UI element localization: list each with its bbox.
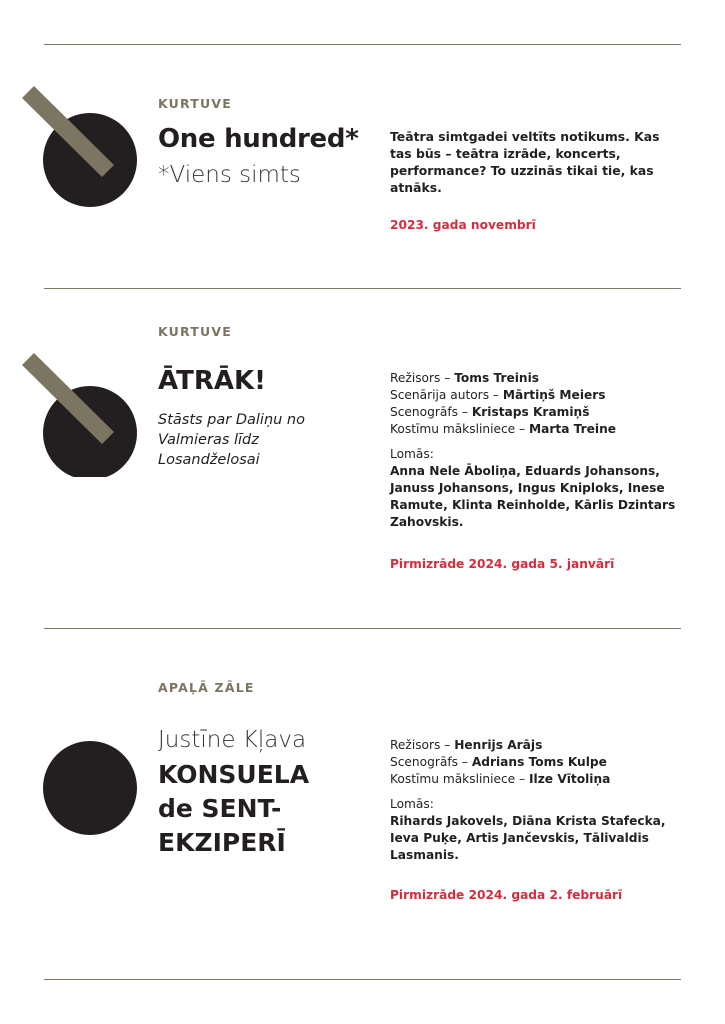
cast-list: Anna Nele Āboliņa, Eduards Johansons, Januss Johansons, Ingus Kniploks, Inese Ramute, Klinta Reinholde, Kārlis Dzintars Zahovskis.	[390, 464, 676, 529]
event-credits	[390, 737, 690, 864]
credit-line: Scenārija autors – Mārtiņš Meiers	[390, 388, 606, 402]
divider-1	[44, 288, 681, 289]
event-title: ĀTRĀK!	[158, 366, 266, 396]
credit-line: Kostīmu māksliniece – Ilze Vītoliņa	[390, 772, 611, 786]
event-subtitle: Stāsts par Daliņu no Valmieras līdz Losandželosai	[158, 412, 305, 468]
circle-bar-logo-icon	[20, 80, 145, 210]
credit-line: Kostīmu māksliniece – Marta Treine	[390, 422, 617, 436]
cast-list: Rihards Jakovels, Diāna Krista Stafecka, Ieva Puķe, Artis Jančevskis, Tālivaldis Lasmanis.	[390, 814, 666, 862]
cast-label: Lomās:	[390, 797, 434, 811]
divider-top	[44, 44, 681, 45]
event-credits	[390, 370, 690, 531]
divider-bottom	[44, 979, 681, 980]
credit-line: Scenogrāfs – Adrians Toms Kulpe	[390, 755, 607, 769]
divider-2	[44, 628, 681, 629]
event-subtitle: *Viens simts	[158, 162, 301, 188]
credit-line: Režisors – Henrijs Arājs	[390, 738, 543, 752]
cast-label: Lomās:	[390, 447, 434, 461]
event-title: One hundred*	[158, 124, 359, 154]
circle-bar-logo-icon	[20, 347, 145, 477]
circle-logo-icon	[40, 738, 140, 838]
event-venue: KURTUVE	[158, 324, 232, 339]
credit-line: Režisors – Toms Treinis	[390, 371, 540, 385]
event-date: 2023. gada novembrī	[390, 218, 536, 232]
event-author: Justīne Kļava	[158, 727, 307, 753]
event-date: Pirmizrāde 2024. gada 5. janvārī	[390, 557, 615, 571]
event-date: Pirmizrāde 2024. gada 2. februārī	[390, 888, 623, 902]
event-description: Teātra simtgadei veltīts notikums. Kas tas būs – teātra izrāde, koncerts, performance? To uzzinās tikai tie, kas atnāks.	[390, 129, 660, 195]
event-venue: KURTUVE	[158, 96, 232, 111]
event-venue: APAĻĀ ZĀLE	[158, 680, 255, 695]
event-title: KONSUELA de SENT- EKZIPERĪ	[158, 760, 310, 857]
credit-line: Scenogrāfs – Kristaps Kramiņš	[390, 405, 590, 419]
